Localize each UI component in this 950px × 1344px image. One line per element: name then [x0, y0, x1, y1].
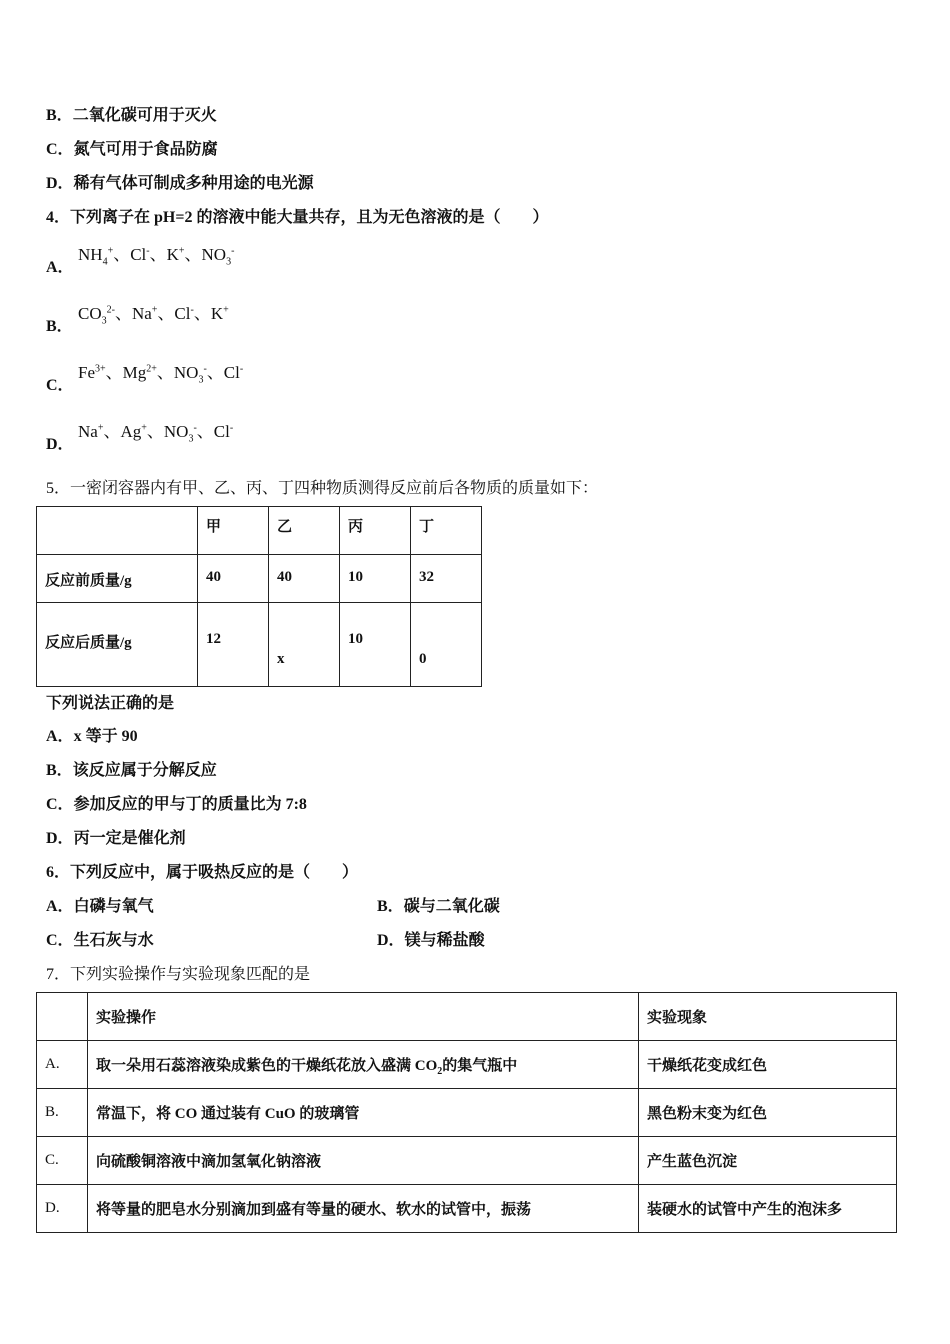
table-cell: 丁 [411, 507, 482, 555]
table-cell: x [269, 603, 340, 687]
table-row [37, 1089, 897, 1137]
table-cell: 甲 [198, 507, 269, 555]
table-cell: 装硬水的试管中产生的泡沫多 [639, 1185, 897, 1233]
table-cell: 12 [198, 603, 269, 687]
table-cell: 丙 [340, 507, 411, 555]
table-cell: A. [37, 1041, 88, 1089]
q3-option-b: B．二氧化碳可用于灭火 [46, 107, 217, 124]
table-cell: 实验操作 [88, 993, 639, 1041]
q4-stem: 4．下列离子在 pH=2 的溶液中能大量共存，且为无色溶液的是（ ） [46, 209, 549, 226]
table-cell: 将等量的肥皂水分别滴加到盛有等量的硬水、软水的试管中，振荡 [88, 1185, 639, 1233]
q6-stem: 6．下列反应中，属于吸热反应的是（ ） [46, 864, 359, 881]
q5-option-d: D．丙一定是催化剂 [46, 830, 186, 847]
table-cell: 32 [411, 555, 482, 603]
q5-option-a: A．x 等于 90 [46, 728, 138, 745]
table-cell: C. [37, 1137, 88, 1185]
table-cell [37, 507, 198, 555]
q6-option-b: B．碳与二氧化碳 [377, 898, 500, 915]
q5-option-b: B．该反应属于分解反应 [46, 762, 217, 779]
table-cell: 10 [340, 555, 411, 603]
table-cell: 常温下，将 CO 通过装有 CuO 的玻璃管 [88, 1089, 639, 1137]
table-cell: 反应后质量/g [37, 603, 198, 687]
table-cell: 干燥纸花变成红色 [639, 1041, 897, 1089]
ion-formula-c: $Fe^{3+}$、$Mg^{2+}$、$NO_3^-$、Cl- [78, 363, 244, 386]
table-cell: D. [37, 1185, 88, 1233]
q5-option-c: C．参加反应的甲与丁的质量比为 7:8 [46, 796, 307, 813]
q6-option-a: A．白磷与氧气 [46, 898, 154, 915]
q5-question: 下列说法正确的是 [46, 695, 175, 712]
q3-option-c: C．氮气可用于食品防腐 [46, 141, 218, 158]
table-row [37, 555, 482, 603]
table-cell: 产生蓝色沉淀 [639, 1137, 897, 1185]
table-header-row [37, 993, 897, 1041]
table-cell: 反应前质量/g [37, 555, 198, 603]
table-row [37, 1137, 897, 1185]
q7-stem: 7．下列实验操作与实验现象匹配的是 [46, 966, 311, 983]
table-cell: 40 [269, 555, 340, 603]
table-cell: 向硫酸铜溶液中滴加氢氧化钠溶液 [88, 1137, 639, 1185]
table-row [37, 1041, 897, 1089]
table-cell: 0 [411, 603, 482, 687]
table-cell [37, 993, 88, 1041]
table-cell: B. [37, 1089, 88, 1137]
table-cell: 取一朵用石蕊溶液染成紫色的干燥纸花放入盛满 $CO_2$的集气瓶中 [88, 1041, 639, 1089]
ion-formula-a: $NH_4^+$、Cl-、K+、$NO_3^-$ [78, 245, 235, 268]
table-cell: 实验现象 [639, 993, 897, 1041]
q6-option-c: C．生石灰与水 [46, 932, 154, 949]
ion-formula-d: Na+、Ag+、$NO_3^-$、Cl- [78, 422, 234, 445]
table-header-row [37, 507, 482, 555]
q5-stem: 5．一密闭容器内有甲、乙、丙、丁四种物质测得反应前后各物质的质量如下： [46, 480, 599, 497]
table-cell: 乙 [269, 507, 340, 555]
table-row [37, 1185, 897, 1233]
table-cell: 黑色粉末变为红色 [639, 1089, 897, 1137]
ion-formula-b: $CO_3^{2-}$、Na+、Cl-、K+ [78, 304, 229, 327]
q3-option-d: D．稀有气体可制成多种用途的电光源 [46, 175, 314, 192]
table-cell: 40 [198, 555, 269, 603]
q7-experiment-table [36, 992, 897, 1233]
table-cell: 10 [340, 603, 411, 687]
table-row [37, 603, 482, 687]
q6-option-d: D．镁与稀盐酸 [377, 932, 485, 949]
q5-mass-table [36, 506, 482, 687]
